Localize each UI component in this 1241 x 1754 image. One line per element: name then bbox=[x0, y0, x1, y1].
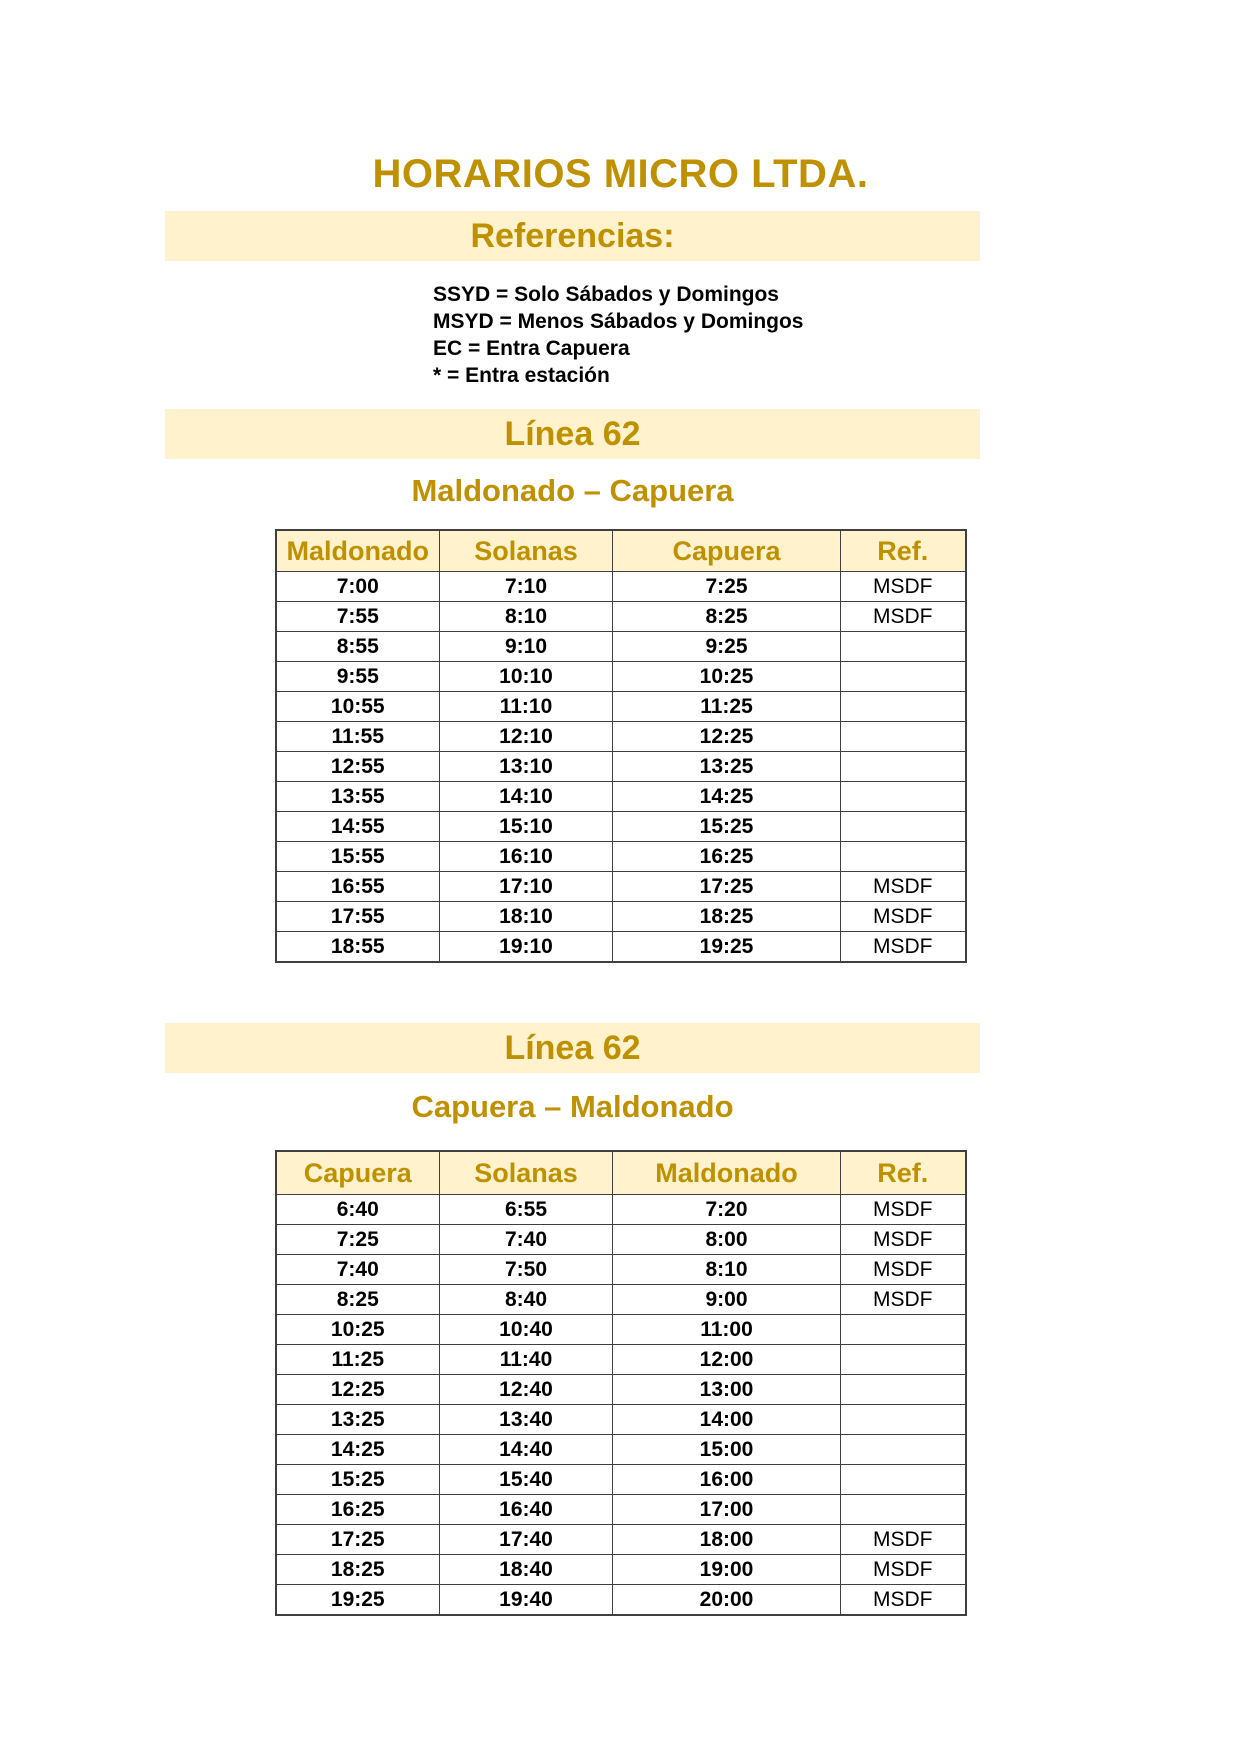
table-cell: 8:00 bbox=[613, 1225, 841, 1255]
table-cell: 12:25 bbox=[276, 1375, 440, 1405]
table-cell: 13:00 bbox=[613, 1375, 841, 1405]
referencias-heading: Referencias: bbox=[470, 217, 675, 255]
table-header-row bbox=[276, 1151, 966, 1195]
table-cell bbox=[841, 722, 966, 752]
table-cell: 17:00 bbox=[613, 1495, 841, 1525]
table-cell: 7:40 bbox=[276, 1255, 440, 1285]
table-cell: 6:40 bbox=[276, 1195, 440, 1225]
table-cell: 13:10 bbox=[440, 752, 613, 782]
table-cell: MSDF bbox=[841, 602, 966, 632]
table-cell: 20:00 bbox=[613, 1585, 841, 1616]
table-row bbox=[276, 1585, 966, 1616]
table-cell: 9:55 bbox=[276, 662, 440, 692]
document-title: HORARIOS MICRO LTDA. bbox=[372, 152, 869, 196]
table-cell: MSDF bbox=[841, 1225, 966, 1255]
linea-band-1 bbox=[165, 409, 980, 459]
table-row bbox=[276, 1255, 966, 1285]
table-cell: 12:10 bbox=[440, 722, 613, 752]
table-cell: 7:40 bbox=[440, 1225, 613, 1255]
column-header: Maldonado bbox=[276, 530, 440, 572]
table-cell: 6:55 bbox=[440, 1195, 613, 1225]
table-cell: 7:55 bbox=[276, 602, 440, 632]
linea-band-2-label: Línea 62 bbox=[504, 1029, 641, 1067]
table-cell: 18:10 bbox=[440, 902, 613, 932]
table-row bbox=[276, 1555, 966, 1585]
legend-item: MSYD = Menos Sábados y Domingos bbox=[433, 310, 804, 333]
table-cell bbox=[841, 1465, 966, 1495]
references-legend bbox=[433, 281, 1241, 389]
table-cell bbox=[841, 1315, 966, 1345]
table-row bbox=[276, 872, 966, 902]
table-cell bbox=[841, 662, 966, 692]
table-cell: 11:55 bbox=[276, 722, 440, 752]
table-row bbox=[276, 1345, 966, 1375]
direction-title-maldonado-capuera: Maldonado – Capuera bbox=[411, 473, 734, 508]
table-cell: 7:20 bbox=[613, 1195, 841, 1225]
table-cell: 19:10 bbox=[440, 932, 613, 963]
table-cell: 13:55 bbox=[276, 782, 440, 812]
table-cell: 7:25 bbox=[613, 572, 841, 602]
table-cell: 14:00 bbox=[613, 1405, 841, 1435]
table-cell: 18:25 bbox=[276, 1555, 440, 1585]
legend-item: SSYD = Solo Sábados y Domingos bbox=[433, 283, 779, 306]
column-header: Ref. bbox=[841, 530, 966, 572]
table-cell: 16:40 bbox=[440, 1495, 613, 1525]
table-cell: 13:40 bbox=[440, 1405, 613, 1435]
column-header: Capuera bbox=[276, 1151, 440, 1195]
table-cell: MSDF bbox=[841, 902, 966, 932]
table-cell: 10:55 bbox=[276, 692, 440, 722]
table-cell: 15:10 bbox=[440, 812, 613, 842]
table-cell: 11:10 bbox=[440, 692, 613, 722]
table-cell: MSDF bbox=[841, 1285, 966, 1315]
table-cell: 8:25 bbox=[613, 602, 841, 632]
table-cell: MSDF bbox=[841, 572, 966, 602]
table-cell: 10:25 bbox=[276, 1315, 440, 1345]
table-cell: 16:55 bbox=[276, 872, 440, 902]
table-cell: 8:25 bbox=[276, 1285, 440, 1315]
table-row bbox=[276, 902, 966, 932]
table-cell bbox=[841, 632, 966, 662]
table-cell bbox=[841, 812, 966, 842]
table-row bbox=[276, 1465, 966, 1495]
table-cell: MSDF bbox=[841, 1525, 966, 1555]
table-cell: 14:40 bbox=[440, 1435, 613, 1465]
table-cell: 19:40 bbox=[440, 1585, 613, 1616]
table-cell: 9:10 bbox=[440, 632, 613, 662]
table-row bbox=[276, 692, 966, 722]
linea-band-2 bbox=[165, 1023, 980, 1073]
table-cell: 14:25 bbox=[276, 1435, 440, 1465]
table-row bbox=[276, 632, 966, 662]
table-cell: 8:40 bbox=[440, 1285, 613, 1315]
table-row bbox=[276, 602, 966, 632]
table-cell: 19:25 bbox=[276, 1585, 440, 1616]
table-cell: MSDF bbox=[841, 932, 966, 963]
table-cell: 7:00 bbox=[276, 572, 440, 602]
table-cell: 15:25 bbox=[276, 1465, 440, 1495]
table-row bbox=[276, 842, 966, 872]
column-header: Capuera bbox=[613, 530, 841, 572]
table-cell: 18:00 bbox=[613, 1525, 841, 1555]
table-cell: 10:40 bbox=[440, 1315, 613, 1345]
column-header: Ref. bbox=[841, 1151, 966, 1195]
table-row bbox=[276, 1195, 966, 1225]
table-cell: 12:55 bbox=[276, 752, 440, 782]
legend-item: * = Entra estación bbox=[433, 364, 610, 387]
table-row bbox=[276, 1225, 966, 1255]
linea-band-1-label: Línea 62 bbox=[504, 415, 641, 453]
table-cell: 7:10 bbox=[440, 572, 613, 602]
table-header-row bbox=[276, 530, 966, 572]
table-cell: 14:10 bbox=[440, 782, 613, 812]
table-row bbox=[276, 1525, 966, 1555]
table-cell: 13:25 bbox=[276, 1405, 440, 1435]
table-cell: 12:25 bbox=[613, 722, 841, 752]
table-cell: 16:00 bbox=[613, 1465, 841, 1495]
table-cell bbox=[841, 1435, 966, 1465]
table-cell: 15:00 bbox=[613, 1435, 841, 1465]
table-cell: 17:25 bbox=[276, 1525, 440, 1555]
direction-title-capuera-maldonado: Capuera – Maldonado bbox=[411, 1089, 734, 1124]
schedule-table-maldonado-capuera bbox=[275, 529, 967, 963]
table-cell: 8:10 bbox=[440, 602, 613, 632]
table-cell: 10:10 bbox=[440, 662, 613, 692]
table-row bbox=[276, 572, 966, 602]
table-cell bbox=[841, 1495, 966, 1525]
table-cell: 13:25 bbox=[613, 752, 841, 782]
table-cell: 15:25 bbox=[613, 812, 841, 842]
table-cell bbox=[841, 842, 966, 872]
table-cell: MSDF bbox=[841, 1555, 966, 1585]
table-cell: 8:55 bbox=[276, 632, 440, 662]
table-row bbox=[276, 1495, 966, 1525]
table-cell: 10:25 bbox=[613, 662, 841, 692]
table-row bbox=[276, 1285, 966, 1315]
table-row bbox=[276, 782, 966, 812]
table-cell: MSDF bbox=[841, 1255, 966, 1285]
table-cell: 12:00 bbox=[613, 1345, 841, 1375]
table-cell: 15:40 bbox=[440, 1465, 613, 1495]
referencias-band bbox=[165, 211, 980, 261]
table-cell: 14:55 bbox=[276, 812, 440, 842]
table-cell: 19:25 bbox=[613, 932, 841, 963]
table-cell: 16:25 bbox=[613, 842, 841, 872]
table-cell bbox=[841, 782, 966, 812]
column-header: Maldonado bbox=[613, 1151, 841, 1195]
table-cell: 17:25 bbox=[613, 872, 841, 902]
table-cell: 9:00 bbox=[613, 1285, 841, 1315]
table-cell bbox=[841, 1345, 966, 1375]
schedule-table-capuera-maldonado bbox=[275, 1150, 967, 1616]
table-cell bbox=[841, 752, 966, 782]
table-cell: 19:00 bbox=[613, 1555, 841, 1585]
legend-item: EC = Entra Capuera bbox=[433, 337, 630, 360]
table-cell: 18:25 bbox=[613, 902, 841, 932]
table-row bbox=[276, 1375, 966, 1405]
table-cell: MSDF bbox=[841, 1195, 966, 1225]
table-row bbox=[276, 1405, 966, 1435]
table-row bbox=[276, 752, 966, 782]
table-cell bbox=[841, 1375, 966, 1405]
table-row bbox=[276, 1315, 966, 1345]
table-cell bbox=[841, 1405, 966, 1435]
table-cell: 11:25 bbox=[613, 692, 841, 722]
table-cell: 18:55 bbox=[276, 932, 440, 963]
table-row bbox=[276, 932, 966, 963]
table-cell: MSDF bbox=[841, 1585, 966, 1616]
table-row bbox=[276, 1435, 966, 1465]
table-cell: 16:10 bbox=[440, 842, 613, 872]
table-cell: 11:00 bbox=[613, 1315, 841, 1345]
table-cell: 12:40 bbox=[440, 1375, 613, 1405]
table-cell: 11:25 bbox=[276, 1345, 440, 1375]
table-cell: MSDF bbox=[841, 872, 966, 902]
column-header: Solanas bbox=[440, 1151, 613, 1195]
table-cell: 17:55 bbox=[276, 902, 440, 932]
table-cell bbox=[841, 692, 966, 722]
table-cell: 17:40 bbox=[440, 1525, 613, 1555]
table-cell: 8:10 bbox=[613, 1255, 841, 1285]
table-row bbox=[276, 662, 966, 692]
table-cell: 18:40 bbox=[440, 1555, 613, 1585]
table-row bbox=[276, 812, 966, 842]
table-cell: 17:10 bbox=[440, 872, 613, 902]
column-header: Solanas bbox=[440, 530, 613, 572]
table-cell: 7:50 bbox=[440, 1255, 613, 1285]
table-cell: 7:25 bbox=[276, 1225, 440, 1255]
table-cell: 9:25 bbox=[613, 632, 841, 662]
table-cell: 14:25 bbox=[613, 782, 841, 812]
table-row bbox=[276, 722, 966, 752]
table-cell: 11:40 bbox=[440, 1345, 613, 1375]
table-cell: 15:55 bbox=[276, 842, 440, 872]
table-cell: 16:25 bbox=[276, 1495, 440, 1525]
